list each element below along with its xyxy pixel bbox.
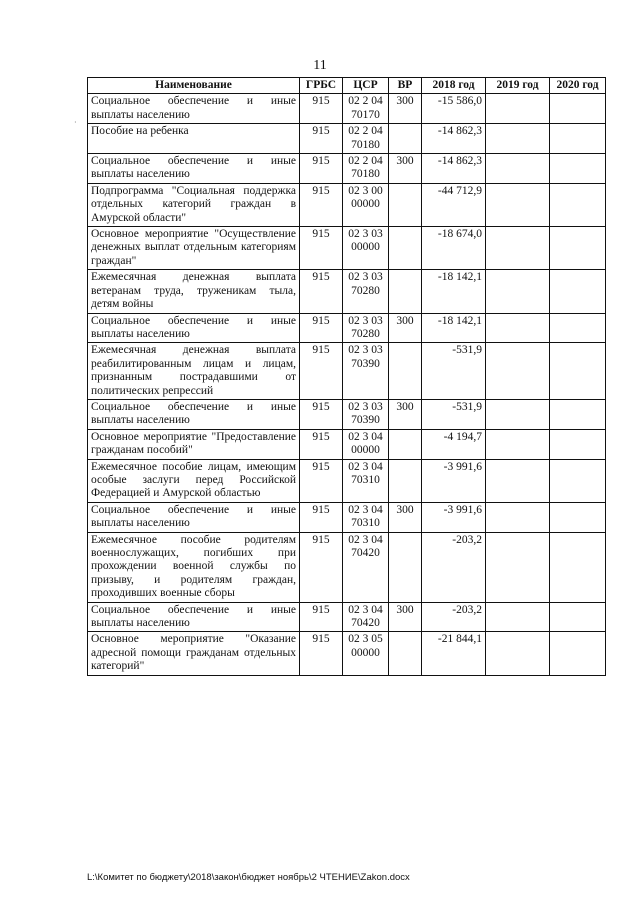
cell-2019 [486,270,550,313]
cell-csr: 02 3 03 70280 [343,313,389,343]
document-path-footer: L:\Комитет по бюджету\2018\закон\бюджет ноябрь\2 ЧТЕНИЕ\Zakon.docx [87,872,410,883]
cell-csr: 02 2 04 70180 [343,124,389,154]
budget-table [87,77,606,676]
cell-vr: 300 [389,154,422,184]
header-name: Наименование [88,78,300,94]
cell-2018: -531,9 [422,343,486,400]
header-grbs: ГРБС [300,78,343,94]
cell-2018: -3 991,6 [422,459,486,502]
table-row [88,532,606,602]
table-row [88,429,606,459]
header-vr: ВР [389,78,422,94]
table-row [88,270,606,313]
cell-2018: -18 142,1 [422,270,486,313]
table-row [88,154,606,184]
cell-name: Ежемесячное пособие лицам, имеющим особые заслуги перед Российской Федерацией и Амурской областью [88,459,300,502]
cell-2019 [486,429,550,459]
cell-vr [389,124,422,154]
cell-2020 [550,602,606,632]
cell-2018: -203,2 [422,602,486,632]
cell-csr: 02 2 04 70170 [343,94,389,124]
cell-grbs: 915 [300,183,343,226]
table-row [88,502,606,532]
cell-csr: 02 3 00 00000 [343,183,389,226]
cell-vr [389,429,422,459]
margin-mark: · [74,118,77,127]
cell-2018: -44 712,9 [422,183,486,226]
cell-2020 [550,459,606,502]
cell-2019 [486,183,550,226]
cell-2018: -3 991,6 [422,502,486,532]
table-row [88,183,606,226]
cell-2019 [486,154,550,184]
cell-2020 [550,399,606,429]
cell-2019 [486,459,550,502]
cell-vr: 300 [389,399,422,429]
cell-grbs: 915 [300,343,343,400]
cell-csr: 02 3 05 00000 [343,632,389,675]
cell-2019 [486,399,550,429]
cell-name: Основное мероприятие "Оказание адресной помощи гражданам отдельных категорий" [88,632,300,675]
cell-grbs: 915 [300,602,343,632]
cell-2020 [550,429,606,459]
table-row [88,459,606,502]
cell-2019 [486,227,550,270]
cell-2020 [550,227,606,270]
cell-2020 [550,502,606,532]
cell-name: Основное мероприятие "Предоставление гражданам пособий" [88,429,300,459]
cell-2020 [550,532,606,602]
cell-2020 [550,94,606,124]
cell-grbs: 915 [300,94,343,124]
cell-vr: 300 [389,502,422,532]
cell-vr: 300 [389,602,422,632]
table-row [88,632,606,675]
cell-2018: -14 862,3 [422,154,486,184]
cell-vr: 300 [389,313,422,343]
cell-csr: 02 3 03 70390 [343,399,389,429]
table-row [88,602,606,632]
cell-2020 [550,632,606,675]
cell-csr: 02 3 03 70280 [343,270,389,313]
cell-2019 [486,343,550,400]
cell-2019 [486,632,550,675]
table-body [88,94,606,675]
cell-grbs: 915 [300,313,343,343]
header-2019: 2019 год [486,78,550,94]
cell-2019 [486,532,550,602]
cell-2018: -18 674,0 [422,227,486,270]
table-row [88,94,606,124]
cell-vr [389,343,422,400]
page-number: 11 [313,58,327,73]
table-row [88,227,606,270]
table-row [88,124,606,154]
cell-2018: -203,2 [422,532,486,602]
cell-2020 [550,183,606,226]
cell-2019 [486,602,550,632]
table-row [88,399,606,429]
cell-grbs: 915 [300,632,343,675]
cell-2018: -15 586,0 [422,94,486,124]
cell-grbs: 915 [300,227,343,270]
cell-name: Основное мероприятие "Осуществление денежных выплат отдельным категориям граждан" [88,227,300,270]
cell-csr: 02 3 04 70420 [343,602,389,632]
cell-2018: -21 844,1 [422,632,486,675]
cell-2018: -14 862,3 [422,124,486,154]
cell-name: Социальное обеспечение и иные выплаты населению [88,602,300,632]
cell-csr: 02 3 04 70310 [343,459,389,502]
cell-2019 [486,502,550,532]
cell-csr: 02 3 03 70390 [343,343,389,400]
cell-vr [389,632,422,675]
cell-2020 [550,124,606,154]
cell-name: Социальное обеспечение и иные выплаты населению [88,313,300,343]
header-2018: 2018 год [422,78,486,94]
cell-name: Социальное обеспечение и иные выплаты населению [88,94,300,124]
cell-vr: 300 [389,94,422,124]
cell-grbs: 915 [300,502,343,532]
cell-grbs: 915 [300,459,343,502]
cell-2020 [550,343,606,400]
cell-name: Ежемесячное пособие родителям военнослужащих, погибших при прохождении военной службы по призыву, и родителям граждан, проходивших военные сборы [88,532,300,602]
table-header-row [88,78,606,94]
cell-grbs: 915 [300,270,343,313]
cell-name: Социальное обеспечение и иные выплаты населению [88,502,300,532]
cell-2020 [550,270,606,313]
cell-2018: -531,9 [422,399,486,429]
cell-name: Пособие на ребенка [88,124,300,154]
cell-vr [389,459,422,502]
cell-2018: -4 194,7 [422,429,486,459]
cell-vr [389,227,422,270]
cell-name: Социальное обеспечение и иные выплаты населению [88,399,300,429]
cell-grbs: 915 [300,154,343,184]
cell-grbs: 915 [300,532,343,602]
cell-csr: 02 3 04 70310 [343,502,389,532]
cell-grbs: 915 [300,124,343,154]
table-row [88,313,606,343]
cell-vr [389,532,422,602]
header-2020: 2020 год [550,78,606,94]
cell-2019 [486,124,550,154]
cell-name: Ежемесячная денежная выплата ветеранам труда, труженикам тыла, детям войны [88,270,300,313]
cell-csr: 02 3 03 00000 [343,227,389,270]
cell-2018: -18 142,1 [422,313,486,343]
cell-vr [389,270,422,313]
cell-csr: 02 3 04 70420 [343,532,389,602]
cell-2019 [486,94,550,124]
cell-csr: 02 2 04 70180 [343,154,389,184]
cell-2020 [550,313,606,343]
cell-grbs: 915 [300,399,343,429]
cell-csr: 02 3 04 00000 [343,429,389,459]
cell-2020 [550,154,606,184]
cell-name: Социальное обеспечение и иные выплаты населению [88,154,300,184]
header-csr: ЦСР [343,78,389,94]
cell-name: Подпрограмма "Социальная поддержка отдельных категорий граждан в Амурской области" [88,183,300,226]
cell-2019 [486,313,550,343]
cell-vr [389,183,422,226]
cell-grbs: 915 [300,429,343,459]
table-row [88,343,606,400]
cell-name: Ежемесячная денежная выплата реабилитированным лицам и лицам, признанным пострадавшими от политических репрессий [88,343,300,400]
